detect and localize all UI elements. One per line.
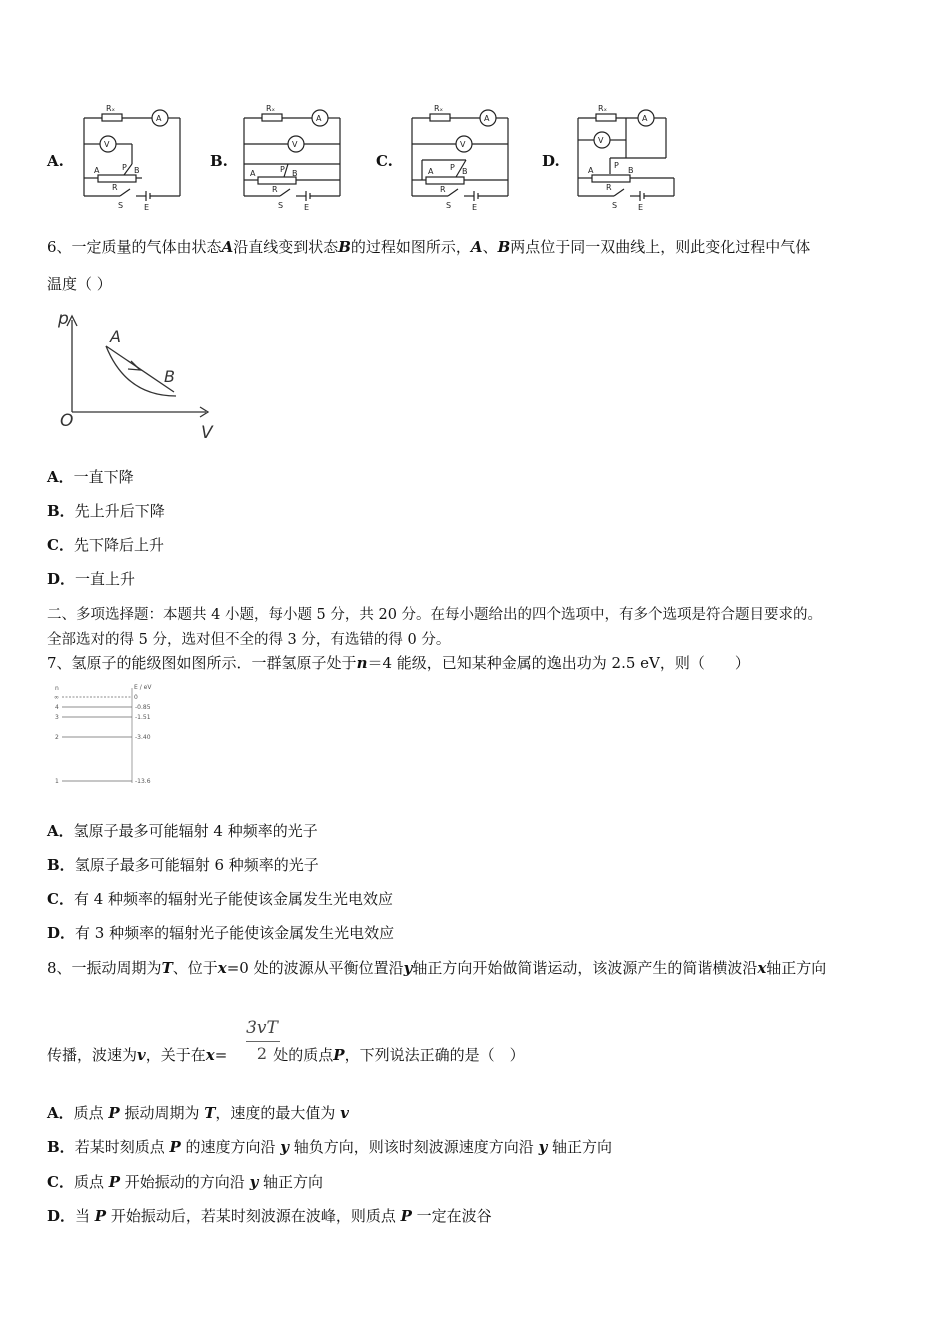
stem-text: 传播，波速为: [47, 1046, 138, 1064]
point-a-label: A: [110, 327, 121, 346]
var-x: x: [205, 1046, 215, 1064]
slider-p-label: P: [280, 165, 285, 174]
level-e-1: -13.6: [135, 778, 151, 785]
var-a: A: [221, 238, 234, 256]
question-number: 6、: [47, 238, 72, 256]
rheostat-label: R: [440, 185, 446, 194]
option-text: 先上升后下降: [74, 502, 165, 520]
stem-text: 一振动周期为: [71, 959, 162, 977]
option-label: A．: [47, 468, 74, 486]
var-b: B: [497, 238, 511, 256]
q7-energy-level-diagram: [50, 680, 170, 790]
rx-label: Rₓ: [106, 104, 116, 113]
ammeter-label: A: [316, 114, 322, 123]
option-text: 若某时刻质点: [74, 1138, 170, 1156]
option-text: 轴正方向: [547, 1138, 613, 1156]
q6-option-d[interactable]: [47, 568, 135, 589]
level-n-1: 1: [55, 778, 59, 785]
option-label: D．: [47, 570, 76, 588]
stem-text: ＝4 能级，已知某种金属的逸出功为 2.5 eV，则（ ）: [367, 654, 750, 672]
var-v: v: [340, 1104, 349, 1122]
option-text: 质点: [73, 1173, 109, 1191]
rheostat-label: R: [272, 185, 278, 194]
end-b-label: B: [628, 166, 634, 175]
var-y: y: [538, 1138, 548, 1156]
end-a-label: A: [94, 166, 100, 175]
var-t: T: [204, 1104, 216, 1122]
stem-text: 沿直线变到状态: [233, 238, 339, 256]
battery-label: E: [638, 203, 644, 212]
var-a: A: [470, 238, 483, 256]
level-e-3: -1.51: [135, 714, 151, 721]
ammeter-label: A: [156, 114, 162, 123]
q7-stem: [47, 652, 750, 673]
level-n-4: 4: [55, 704, 59, 711]
stem-text: 两点位于同一双曲线上，则此变化过程中气体: [510, 238, 811, 256]
q6-option-b[interactable]: [47, 500, 165, 521]
q7-option-c[interactable]: [47, 888, 393, 909]
end-a-label: A: [428, 167, 434, 176]
q8-stem-line2: [47, 1044, 525, 1065]
slider-p-label: P: [614, 161, 619, 170]
end-b-label: B: [134, 166, 140, 175]
var-v: v: [137, 1046, 146, 1064]
level-e-2: -3.40: [135, 734, 151, 741]
q8-option-b[interactable]: [47, 1136, 612, 1157]
option-label: C．: [47, 890, 74, 908]
var-p: P: [108, 1173, 121, 1191]
x-axis-label: V: [201, 423, 213, 443]
q5-option-a-label: A.: [47, 152, 64, 170]
var-p: P: [333, 1046, 345, 1064]
option-text: ，速度的最大值为: [215, 1104, 341, 1122]
end-a-label: A: [250, 169, 256, 178]
var-p: P: [400, 1207, 412, 1225]
stem-text: 的过程如图所示，: [350, 238, 471, 256]
section2-heading-line2: 全部选对的得 5 分，选对但不全的得 3 分，有选错的得 0 分。: [47, 632, 451, 648]
rheostat-label: R: [606, 183, 612, 192]
slider-p-label: P: [450, 163, 455, 172]
section2-heading-line1: 二、多项选择题：本题共 4 小题，每小题 5 分，共 20 分。在每小题给出的四个选项中，有多个选项是符合题目要求的。: [47, 607, 823, 623]
stem-text: 处的质点: [273, 1046, 334, 1064]
q7-option-d[interactable]: [47, 922, 394, 943]
option-text: 先下降后上升: [73, 536, 164, 554]
var-b: B: [338, 238, 351, 256]
battery-label: E: [144, 203, 150, 212]
end-b-label: B: [462, 167, 468, 176]
option-text: 质点: [73, 1104, 109, 1122]
option-text: 一直下降: [73, 468, 134, 486]
level-n-inf: ∞: [54, 694, 59, 701]
option-label: A．: [47, 1104, 74, 1122]
fraction-bar: [246, 1041, 280, 1042]
option-label: B．: [47, 502, 75, 520]
q5-option-d-label: D.: [542, 152, 560, 170]
switch-label: S: [446, 201, 452, 210]
var-y: y: [249, 1173, 259, 1191]
q7-option-b[interactable]: [47, 854, 319, 875]
level-n-2: 2: [55, 734, 59, 741]
level-n-3: 3: [55, 714, 59, 721]
option-text: 有 4 种频率的辐射光子能使该金属发生光电效应: [73, 890, 394, 908]
voltmeter-label: V: [460, 140, 466, 149]
battery-label: E: [304, 203, 310, 212]
option-text: 氢原子最多可能辐射 4 种频率的光子: [73, 822, 318, 840]
q7-option-a[interactable]: [47, 820, 318, 841]
point-b-label: B: [164, 367, 175, 386]
q5-circuit-c: [408, 100, 513, 212]
q8-option-d[interactable]: [47, 1205, 492, 1226]
voltmeter-label: V: [292, 140, 298, 149]
rx-label: Rₓ: [266, 104, 276, 113]
q5-option-c-label: C.: [376, 152, 393, 170]
q5-circuit-a: [80, 100, 185, 212]
option-text: 轴正方向: [258, 1173, 324, 1191]
q8-option-a[interactable]: [47, 1102, 349, 1123]
q5-circuit-d: [574, 100, 679, 212]
option-text: 的速度方向沿: [180, 1138, 281, 1156]
ammeter-label: A: [642, 114, 648, 123]
battery-label: E: [472, 203, 478, 212]
question-number: 8、: [47, 959, 72, 977]
option-label: C．: [47, 536, 74, 554]
option-text: 氢原子最多可能辐射 6 种频率的光子: [74, 856, 319, 874]
stem-text: 氢原子的能级图如图所示．一群氢原子处于: [71, 654, 357, 672]
stem-text: ，关于在: [145, 1046, 206, 1064]
question-number: 7、: [47, 654, 72, 672]
stem-text: ，下列说法正确的是（ ）: [344, 1046, 525, 1064]
var-t: T: [161, 959, 173, 977]
option-text: 开始振动后，若某时刻波源在波峰，则质点: [106, 1207, 401, 1225]
e-header: E / eV: [134, 684, 152, 691]
q6-pv-graph: [46, 306, 221, 446]
voltmeter-label: V: [104, 140, 110, 149]
stem-text: =0 处的波源从平衡位置沿: [226, 959, 404, 977]
switch-label: S: [612, 201, 618, 210]
q8-stem-line1: [47, 957, 826, 978]
option-text: 有 3 种频率的辐射光子能使该金属发生光电效应: [75, 924, 395, 942]
option-label: D．: [47, 1207, 76, 1225]
var-x: x: [757, 959, 767, 977]
stem-text: 、: [482, 238, 498, 256]
q8-option-c[interactable]: [47, 1171, 323, 1192]
rx-label: Rₓ: [598, 104, 608, 113]
var-y: y: [403, 959, 413, 977]
level-e-4: -0.85: [135, 704, 151, 711]
fraction-numerator: 3vT: [246, 1018, 278, 1038]
end-b-label: B: [292, 169, 298, 178]
q6-stem-line2: 温度（ ）: [47, 275, 112, 293]
stem-text: 轴正方向: [766, 959, 827, 977]
q5-circuit-b: [240, 100, 345, 212]
option-text: 当: [75, 1207, 95, 1225]
option-label: D．: [47, 924, 76, 942]
option-text: 振动周期为: [119, 1104, 205, 1122]
stem-text: 轴正方向开始做简谐运动，该波源产生的简谐横波沿: [412, 959, 758, 977]
option-text: 轴负方向，则该时刻波源速度方向沿: [289, 1138, 539, 1156]
ammeter-label: A: [484, 114, 490, 123]
option-label: B．: [47, 856, 75, 874]
voltmeter-label: V: [598, 136, 604, 145]
stem-text: =: [214, 1046, 228, 1064]
option-label: C．: [47, 1173, 74, 1191]
var-p: P: [94, 1207, 107, 1225]
rheostat-label: R: [112, 183, 118, 192]
stem-text: 一定质量的气体由状态: [71, 238, 222, 256]
end-a-label: A: [588, 166, 594, 175]
q5-option-b-label: B.: [210, 152, 228, 170]
stem-text: 、位于: [172, 959, 218, 977]
origin-label: O: [60, 411, 74, 431]
var-y: y: [280, 1138, 290, 1156]
q6-option-a[interactable]: [47, 466, 134, 487]
n-header: n: [55, 685, 59, 692]
var-x: x: [217, 959, 227, 977]
q6-option-c[interactable]: [47, 534, 164, 555]
rx-label: Rₓ: [434, 104, 444, 113]
var-p: P: [169, 1138, 181, 1156]
fraction-denominator: 2: [256, 1044, 268, 1063]
option-text: 开始振动的方向沿: [120, 1173, 250, 1191]
var-p: P: [108, 1104, 120, 1122]
switch-label: S: [278, 201, 284, 210]
slider-p-label: P: [122, 163, 127, 172]
option-text: 一直上升: [75, 570, 136, 588]
option-text: 一定在波谷: [411, 1207, 492, 1225]
option-label: B．: [47, 1138, 75, 1156]
level-e-inf: 0: [134, 694, 138, 701]
switch-label: S: [118, 201, 124, 210]
y-axis-label: p: [58, 309, 69, 329]
option-label: A．: [47, 822, 74, 840]
var-n: n: [356, 654, 368, 672]
q6-stem-line1: [47, 236, 810, 257]
